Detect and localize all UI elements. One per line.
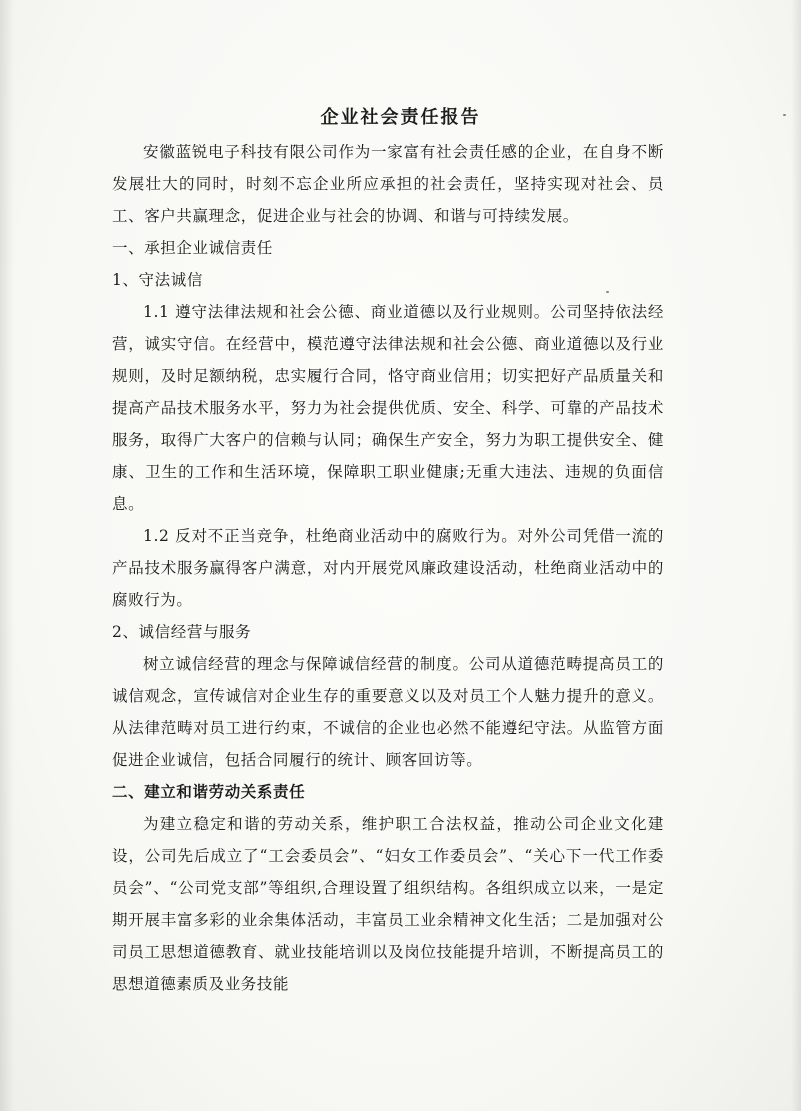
subsection-1-1-paragraph-1: 1.1 遵守法律法规和社会公德、商业道德以及行业规则。公司坚持依法经营，诚实守信。在经营中，模范遵守法律法规和社会公德、商业道德以及行业规则，及时足额纳税，忠实履行合同，恪守商业信用；切实把好产品质量关和提高产品技术服务水平，努力为社会提供优质、安全、科学、可靠的产品技术服务，取得广大客户的信赖与认同；确保生产安全，努力为职工提供安全、健康、卫生的工作和生活环境，保障职工职业健康;无重大违法、违规的负面信息。 [112,303,664,513]
section-2-heading: 二、建立和谐劳动关系责任 [112,782,306,801]
left-edge-shadow [0,0,14,1111]
subsection-1-2-paragraph-1: 树立诚信经营的理念与保障诚信经营的制度。公司从道德范畴提高员工的诚信观念，宣传诚信对企业生存的重要意义以及对员工个人魅力提升的意义。从法律范畴对员工进行约束，不诚信的企业也必然不能遵纪守法。从监管方面促进企业诚信，包括合同履行的统计、顾客回访等。 [112,655,664,769]
right-edge-shadow [791,0,801,1111]
document-body [112,136,664,1000]
subsection-1-2-heading: 2、诚信经营与服务 [112,623,252,641]
subsection-1-1-paragraph-2: 1.2 反对不正当竞争，杜绝商业活动中的腐败行为。对外公司凭借一流的产品技术服务赢得客户满意，对内开展党风廉政建设活动，杜绝商业活动中的腐败行为。 [112,527,664,609]
intro-paragraph: 安徽蓝锐电子科技有限公司作为一家富有社会责任感的企业，在自身不断发展壮大的同时，时刻不忘企业所应承担的社会责任，坚持实现对社会、员工、客户共赢理念，促进企业与社会的协调、和谐与可持续发展。 [112,143,664,225]
section-2-paragraph-1: 为建立稳定和谐的劳动关系，维护职工合法权益，推动公司企业文化建设，公司先后成立了“工会委员会”、“妇女工作委员会”、“关心下一代工作委员会”、“公司党支部”等组织,合理设置了组织结构。各组织成立以来，一是定期开展丰富多彩的业余集体活动，丰富员工业余精神文化生活；二是加强对公司员工思想道德教育、就业技能培训以及岗位技能提升培训，不断提高员工的思想道德素质及业务技能 [112,815,664,993]
subsection-1-1-heading: 1、守法诚信 [112,271,203,289]
section-1-heading: 一、承担企业诚信责任 [112,239,274,257]
document-title: 企业社会责任报告 [320,107,481,128]
